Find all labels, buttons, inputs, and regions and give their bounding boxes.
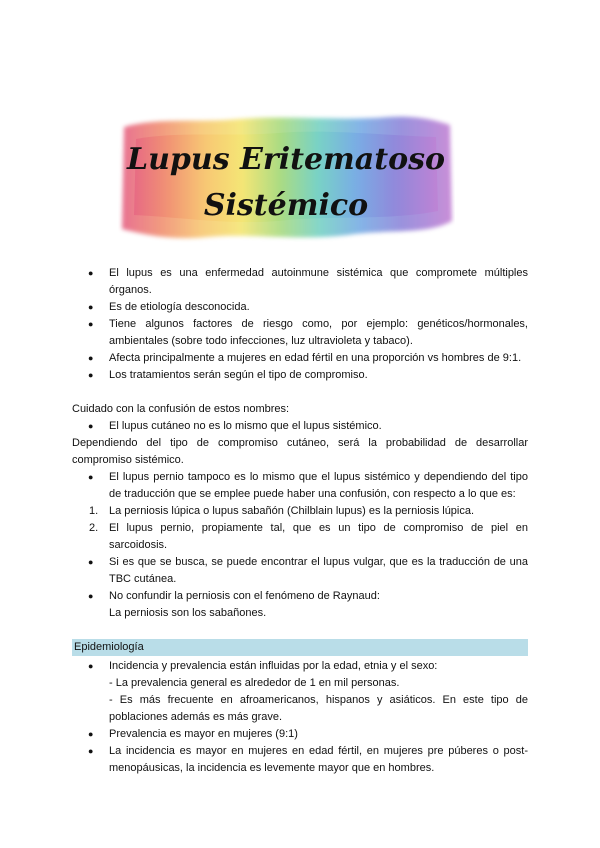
item-text: El lupus pernio, propiamente tal, que es un tipo de compromiso de piel en sarcoidosis.: [109, 522, 528, 551]
banner-title-line2: Sistémico: [203, 188, 369, 223]
list-item: ● Afecta principalmente a mujeres en edad fértil en una proporción vs hombres de 9:1.: [72, 350, 528, 367]
list-item: ● Es de etiología desconocida.: [72, 299, 528, 316]
list-item: ● Prevalencia es mayor en mujeres (9:1): [72, 726, 528, 743]
numbered-item: [72, 503, 528, 520]
list-item: ● Los tratamientos serán según el tipo de compromiso.: [72, 367, 528, 384]
item-text: La perniosis lúpica o lupus sabañón (Chilblain lupus) es la perniosis lúpica.: [109, 505, 475, 517]
list-item: ● El lupus es una enfermedad autoinmune sistémica que compromete múltiples órganos.: [72, 265, 528, 299]
numbered-list: [72, 503, 528, 554]
item-number: 2.: [89, 522, 99, 534]
confusion-paragraph: Dependiendo del tipo de compromiso cutáneo, será la probabilidad de desarrollar compromiso sistémico.: [72, 437, 528, 466]
watercolor-rainbow-image: [118, 111, 455, 243]
confusion-list-c: [72, 554, 528, 622]
list-item: ● Si es que se busca, se puede encontrar el lupus vulgar, que es la traducción de una TBC cutánea.: [72, 554, 528, 588]
list-item: [72, 658, 528, 726]
epidemiology-heading: Epidemiología: [72, 639, 528, 656]
epi-sub-item: - La prevalencia general es alrededor de 1 en mil personas.: [109, 677, 400, 689]
list-item: ● El lupus cutáneo no es lo mismo que el lupus sistémico.: [72, 418, 528, 435]
list-item: [72, 588, 528, 622]
confusion-list-a: [72, 418, 528, 435]
list-item: ● Tiene algunos factores de riesgo como, por ejemplo: genéticos/hormonales, ambientales (sobre todo infecciones, luz ultravioleta y tabaco).: [72, 316, 528, 350]
intro-list: [72, 265, 528, 384]
confusion-heading: Cuidado con la confusión de estos nombres:: [72, 403, 290, 415]
banner-title-line1: Lupus Eritematoso: [127, 142, 445, 177]
epi-sub-item: - Es más frecuente en afroamericanos, hispanos y asiáticos. En este tipo de poblaciones además es más grave.: [109, 694, 528, 723]
raynaud-subline: La perniosis son los sabañones.: [109, 607, 267, 619]
raynaud-line: No confundir la perniosis con el fenómeno de Raynaud:: [109, 590, 380, 602]
title-banner: [118, 111, 455, 243]
list-item: ● El lupus pernio tampoco es lo mismo que el lupus sistémico y dependiendo del tipo de traducción que se emplee puede haber una confusión, con respecto a lo que es:: [72, 469, 528, 503]
numbered-item: [72, 520, 528, 554]
document-body: [72, 265, 528, 777]
epi-item-text: Incidencia y prevalencia están influidas por la edad, etnia y el sexo:: [109, 660, 438, 672]
list-item: ● La incidencia es mayor en mujeres en edad fértil, en mujeres pre púberes o post-menopáusicas, la incidencia es levemente mayor que en hombres.: [72, 743, 528, 777]
confusion-list-b: [72, 469, 528, 503]
epidemiology-list: [72, 658, 528, 777]
item-number: 1.: [89, 505, 99, 517]
